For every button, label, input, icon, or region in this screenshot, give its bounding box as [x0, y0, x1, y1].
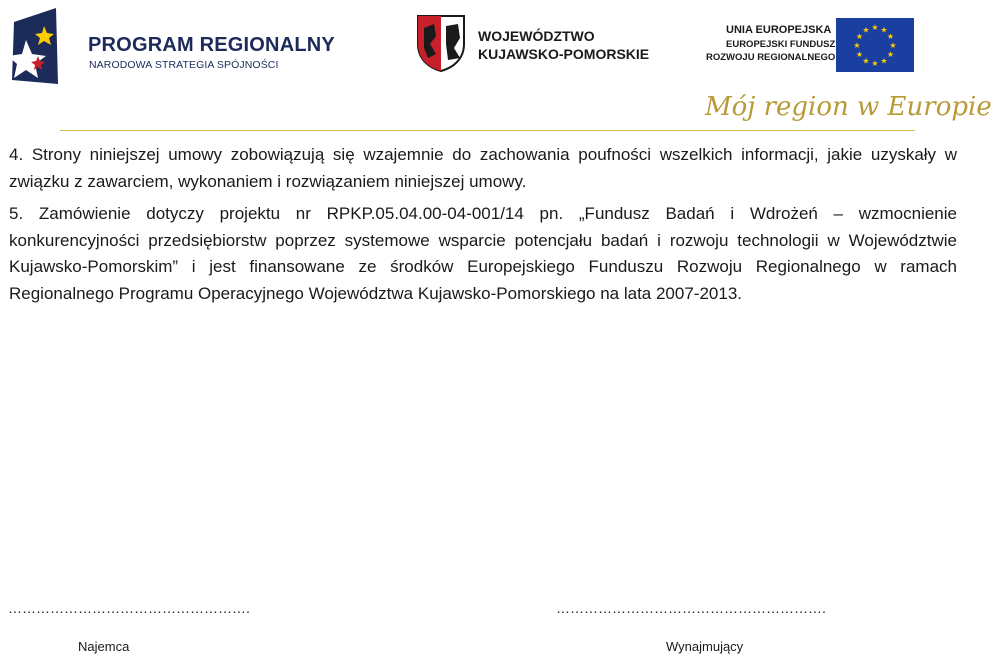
- signature-line-tenant: …………………………………………….: [8, 600, 250, 616]
- document-header: [0, 0, 992, 140]
- svg-text:★: ★: [880, 25, 888, 35]
- signature-label-tenant: Najemca: [78, 639, 130, 654]
- motto-text: Mój region w Europie: [705, 92, 992, 122]
- svg-text:★: ★: [886, 50, 895, 59]
- eu-logo: [700, 16, 920, 76]
- star-flag-icon: [8, 4, 78, 88]
- svg-text:★: ★: [862, 25, 870, 35]
- svg-text:★: ★: [871, 59, 879, 68]
- document-body: [9, 142, 957, 307]
- signature-line-landlord: ………………………………………………….: [556, 600, 826, 616]
- clause-5: 5. Zamówienie dotyczy projektu nr RPKP.05.04.00-04-001/14 pn. „Fundusz Badań i Wdrożeń – wzmocnienie konkurencyjności przedsiębiorstw poprzez systemowe wsparcie potencjału badań i rozwoju technologii w Województwie Kujawsko-Pomorskim” i jest finansowane ze środków Europejskiego Funduszu Rozwoju Regionalnego w ramach Regionalnego Programu Operacyjnego Województwa Kujawsko-Pomorskiego na lata 2007-2013.: [9, 204, 957, 303]
- program-regionalny-logo: [8, 4, 338, 88]
- svg-text:★: ★: [855, 50, 864, 59]
- svg-text:★: ★: [871, 23, 879, 32]
- svg-text:★: ★: [889, 41, 897, 50]
- eu-fund-line1: EUROPEJSKI FUNDUSZ: [726, 39, 836, 50]
- svg-text:★: ★: [880, 56, 888, 66]
- wojewodztwo-logo: [416, 14, 650, 74]
- eu-name: UNIA EUROPEJSKA: [726, 24, 832, 36]
- svg-text:★: ★: [886, 32, 895, 41]
- svg-text:★: ★: [855, 32, 864, 41]
- svg-text:★: ★: [862, 56, 870, 66]
- region-name-line2: KUJAWSKO-POMORSKIE: [478, 46, 650, 62]
- region-name-line1: WOJEWÓDZTWO: [478, 28, 595, 44]
- eu-flag-icon: [836, 18, 914, 72]
- clause-4: 4. Strony niniejszej umowy zobowiązują się wzajemnie do zachowania poufności wszelkich informacji, jakie uzyskały w związku z zawarciem, wykonaniem i rozwiązaniem niniejszej umowy.: [9, 145, 957, 191]
- coat-of-arms-icon: [416, 14, 466, 72]
- program-subtitle: NARODOWA STRATEGIA SPÓJNOŚCI: [89, 59, 279, 71]
- program-title: PROGRAM REGIONALNY: [88, 34, 335, 56]
- header-divider: [60, 130, 915, 131]
- svg-text:★: ★: [853, 41, 861, 50]
- eu-fund-line2: ROZWOJU REGIONALNEGO: [706, 52, 836, 63]
- signature-label-landlord: Wynajmujący: [666, 639, 744, 654]
